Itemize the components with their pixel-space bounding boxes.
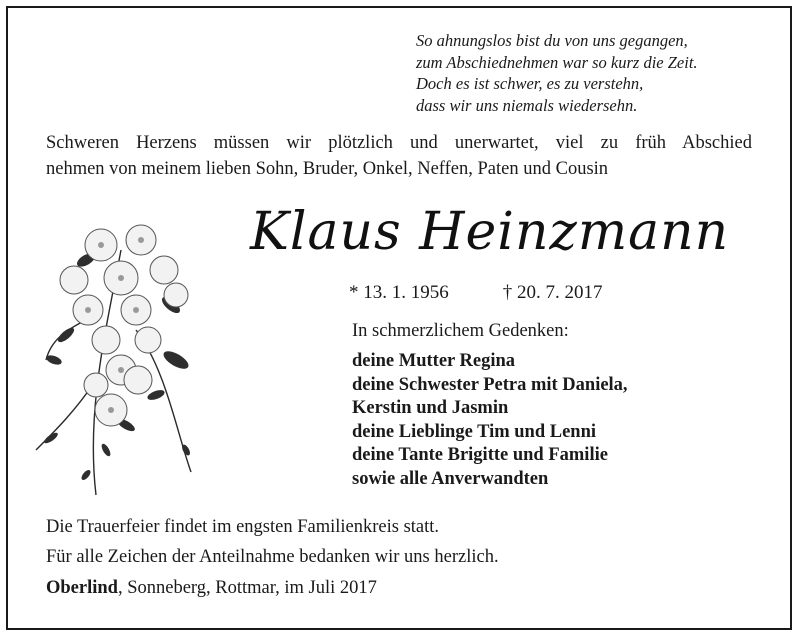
poem-line: So ahnungslos bist du von uns gegangen, bbox=[416, 31, 688, 50]
mourning-heading: In schmerzlichem Gedenken: bbox=[352, 321, 569, 341]
mourner-line: deine Schwester Petra mit Daniela, bbox=[352, 374, 628, 395]
place-bold: Oberlind bbox=[46, 578, 118, 598]
mourner-line: deine Mutter Regina bbox=[352, 351, 516, 371]
place-rest: , Sonneberg, Rottmar, im Juli 2017 bbox=[117, 578, 377, 598]
life-dates bbox=[349, 282, 603, 304]
poem bbox=[416, 30, 698, 116]
intro-text bbox=[46, 130, 752, 182]
mourner-line: deine Lieblinge Tim und Lenni bbox=[352, 421, 597, 442]
death-date: † 20. 7. 2017 bbox=[502, 282, 603, 303]
mourner-line: sowie alle Anverwandten bbox=[352, 468, 549, 489]
mourners-list bbox=[352, 350, 628, 491]
closing-text bbox=[46, 512, 499, 572]
intro-line: nehmen von meinem lieben Sohn, Bruder, Onkel, Neffen, Paten und Cousin bbox=[46, 159, 609, 179]
closing-line: Für alle Zeichen der Anteilnahme bedanken wir uns herzlich. bbox=[46, 547, 499, 567]
mourner-line: deine Tante Brigitte und Familie bbox=[352, 445, 608, 465]
mourner-line: Kerstin und Jasmin bbox=[352, 398, 509, 418]
orchid-bouquet-icon bbox=[26, 210, 206, 502]
deceased-name: Klaus Heinzmann bbox=[250, 202, 730, 262]
closing-line: Die Trauerfeier findet im engsten Familienkreis statt. bbox=[46, 517, 440, 537]
poem-line: Doch es ist schwer, es zu verstehn, bbox=[416, 74, 644, 93]
place-date bbox=[46, 578, 377, 599]
intro-line: Schweren Herzens müssen wir plötzlich und unerwartet, viel zu früh Abschied bbox=[46, 133, 752, 153]
poem-line: dass wir uns niemals wiedersehn. bbox=[416, 95, 638, 115]
poem-line: zum Abschiednehmen war so kurz die Zeit. bbox=[416, 52, 698, 72]
birth-date: * 13. 1. 1956 bbox=[349, 282, 449, 303]
